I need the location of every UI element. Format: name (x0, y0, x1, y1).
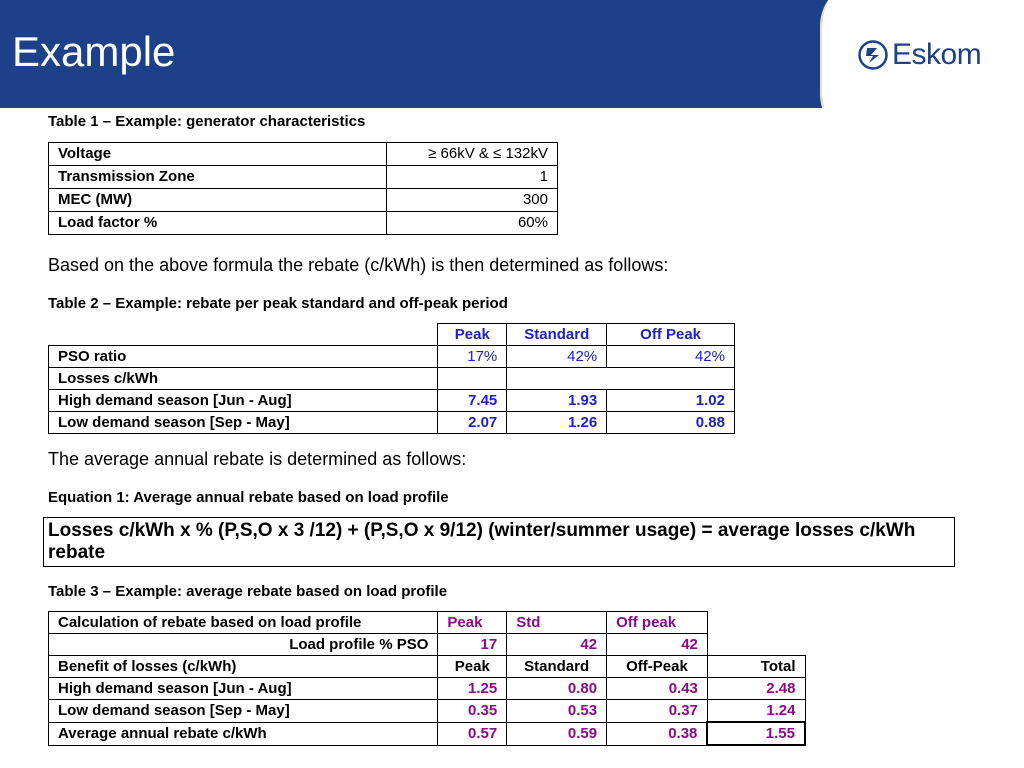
table-row (49, 212, 558, 235)
table-cell-total: 1.55 (707, 722, 805, 745)
table-row (49, 390, 735, 412)
table-cell-value: 1.02 (607, 390, 735, 412)
column-header-peak: Peak (438, 656, 507, 678)
column-header-standard: Standard (507, 656, 607, 678)
table-cell-label: PSO ratio (49, 346, 438, 368)
empty-cell (49, 324, 438, 346)
table-cell-label: Average annual rebate c/kWh (49, 722, 438, 745)
table-header-row (49, 324, 735, 346)
column-header-off-peak: Off Peak (607, 324, 735, 346)
paragraph-average-rebate: The average annual rebate is determined as follows: (48, 449, 467, 469)
table-cell-value: 300 (387, 189, 558, 212)
table-cell-value: Off peak (607, 612, 708, 634)
table-row (49, 722, 806, 745)
table-cell-value: 2.07 (438, 412, 507, 434)
table-cell-value: 0.59 (507, 722, 607, 745)
table-cell-value: 0.53 (507, 700, 607, 723)
table-cell-value: 1.93 (507, 390, 607, 412)
column-header-total: Total (707, 656, 805, 678)
table1-caption: Table 1 – Example: generator characteristics (48, 113, 366, 130)
empty-cell (607, 368, 735, 390)
empty-cell (707, 612, 805, 634)
table-row (49, 189, 558, 212)
table-cell-total: 2.48 (707, 678, 805, 700)
table-cell-label: Losses c/kWh (49, 368, 438, 390)
eskom-logo-text: Eskom (892, 38, 982, 71)
table-row (49, 368, 735, 390)
generator-characteristics-table (48, 142, 558, 235)
table-cell-value: 60% (387, 212, 558, 235)
column-header-off-peak: Off-Peak (607, 656, 708, 678)
table-cell-label: High demand season [Jun - Aug] (49, 678, 438, 700)
table-cell-label: Load profile % PSO (49, 634, 438, 656)
equation1-caption: Equation 1: Average annual rebate based on load profile (48, 489, 449, 506)
table3-caption: Table 3 – Example: average rebate based on load profile (48, 583, 448, 600)
table-cell-value: 0.88 (607, 412, 735, 434)
table-row (49, 678, 806, 700)
table-cell-label: Transmission Zone (49, 166, 387, 189)
table-cell-value: 0.57 (438, 722, 507, 745)
table-row (49, 346, 735, 368)
table-cell-value: ≥ 66kV & ≤ 132kV (387, 143, 558, 166)
table-row (49, 634, 806, 656)
table-cell-total: 1.24 (707, 700, 805, 723)
table-cell-value: 1.26 (507, 412, 607, 434)
slide-header (0, 0, 1024, 108)
table-cell-label: Calculation of rebate based on load profile (49, 612, 438, 634)
eskom-logo (858, 38, 981, 72)
average-rebate-table (48, 611, 806, 746)
eskom-logo-icon (858, 40, 888, 70)
table-row (49, 143, 558, 166)
table-cell-label: Voltage (49, 143, 387, 166)
table-cell-value: 42 (507, 634, 607, 656)
table-cell-value: 1 (387, 166, 558, 189)
table-row (49, 412, 735, 434)
slide-title: Example (12, 28, 176, 75)
empty-cell (507, 368, 607, 390)
equation-box: Losses c/kWh x % (P,S,O x 3 /12) + (P,S,O x 9/12) (winter/summer usage) = average losses c/kWh rebate (43, 517, 955, 567)
table2-caption: Table 2 – Example: rebate per peak standard and off-peak period (48, 295, 508, 312)
rebate-per-period-table (48, 323, 735, 434)
column-header-peak: Peak (438, 324, 507, 346)
table-cell-value: Std (507, 612, 607, 634)
table-cell-value: 42 (607, 634, 708, 656)
table-cell-label: Low demand season [Sep - May] (49, 700, 438, 723)
table-cell-value: 0.43 (607, 678, 708, 700)
table-cell-value: Peak (438, 612, 507, 634)
table-cell-value: 17% (438, 346, 507, 368)
table-cell-value: 0.37 (607, 700, 708, 723)
table-cell-label: Low demand season [Sep - May] (49, 412, 438, 434)
table-cell-value: 17 (438, 634, 507, 656)
table-cell-value: 42% (607, 346, 735, 368)
table-cell-value: 0.35 (438, 700, 507, 723)
table-cell-label: MEC (MW) (49, 189, 387, 212)
table-cell-value: 7.45 (438, 390, 507, 412)
paragraph-rebate-intro: Based on the above formula the rebate (c/kWh) is then determined as follows: (48, 255, 669, 275)
table-cell-value: 0.38 (607, 722, 708, 745)
table-row (49, 700, 806, 723)
table-row (49, 166, 558, 189)
table-cell-label: Load factor % (49, 212, 387, 235)
table-row (49, 612, 806, 634)
table-cell-value: 1.25 (438, 678, 507, 700)
table-header-row (49, 656, 806, 678)
empty-cell (707, 634, 805, 656)
table-cell-label: High demand season [Jun - Aug] (49, 390, 438, 412)
table-cell-value: 42% (507, 346, 607, 368)
column-header-standard: Standard (507, 324, 607, 346)
empty-cell (438, 368, 507, 390)
table-cell-label: Benefit of losses (c/kWh) (49, 656, 438, 678)
table-cell-value: 0.80 (507, 678, 607, 700)
